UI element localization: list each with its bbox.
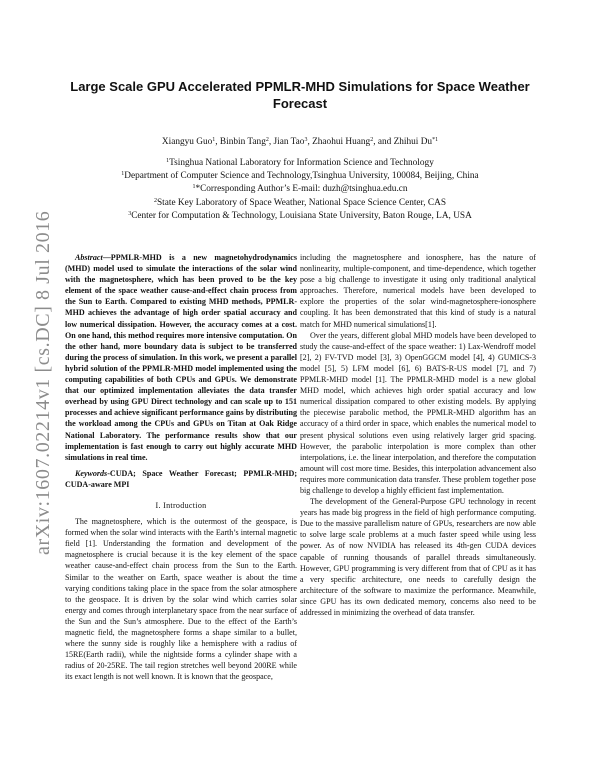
corresponding-author-email: $^1$*Corresponding Author’s E-mail: duzh@tsinghua.edu.cn: [192, 184, 408, 194]
affiliation: $^1$Tsinghua National Laboratory for Information Science and Technology: [166, 158, 434, 168]
body-paragraph: including the magnetosphere and ionosphere, has the nature of nonlinearity, multiple-component, and time-dependence, which together pose a big challenge to investigate it using only traditional analytical approaches. Therefore, numerical models have been developed to explore the properties of the solar wind-magnetosphere-ionosphere coupling. It has been demonstrated that this kind of study is a natural match for MHD numerical simulations[1].: [300, 253, 536, 329]
left-column: [65, 252, 297, 682]
section-heading: I. Introduction: [155, 500, 207, 510]
author-name: Zhihui Du: [393, 137, 433, 147]
author-name: Zhaohui Huang: [312, 137, 371, 147]
author-name: Jian Tao: [273, 137, 305, 147]
affiliation: $^3$Center for Computation & Technology, Louisiana State University, Baton Rouge, LA, USA: [128, 211, 472, 221]
arxiv-identifier: arXiv:1607.02214v1 [cs.DC] 8 Jul 2016: [32, 210, 54, 555]
author-list: Xiangyu Guo$^1$, Binbin Tang$^2$, Jian Tao$^3$, Zhaohui Huang$^2$, and Zhihui Du$^{*1}$: [161, 137, 439, 147]
keywords: [65, 468, 297, 490]
body-paragraph: The development of the General-Purpose GPU technology in recent years has made big progress in the field of high performance computing. Due to the massive parallelism nature of GPUs, researchers are now able to solve large scale problems at a much faster speed while using less power. As of now NVIDIA has released its 4th-gen CUDA devices capable of running thousands of parallel threads simultaneously. However, GPU programming is very different from that of CPU as it has a very specific architecture, one needs to carefully design the architecture of the software to maximize the performance. Meanwhile, since GPU has its own dedicated memory, concerns also need to be addressed in minimizing the overhead of data transfer.: [300, 497, 536, 617]
body-paragraph: The magnetosphere, which is the outermost of the geospace, is formed when the solar wind interacts with the Earth’s internal magnetic field [1]. Understanding the formation and development of the magnetosphere is crucial because it is the key element of the space weather cause-and-effect chain process from the Sun to the Earth. Similar to the weather on Earth, space weather is about the time varying conditions taking place in the space from the solar atmosphere to the geospace. It is driven by the solar wind which carries solar energy and comes through interplanetary space from the near surface of the Sun and the Sun’s atmosphere. Due to the effect of the Earth’s magnetic field, the magnetosphere forms a shape similar to a bullet, where the sunny side is roughly like a hemisphere with a radius of 15RE(Earth radii), while the nightside forms a cylinder shape with a radius of 20-25RE. The tail region stretches well beyond 200RE while its exact length is not well known. It is known that the geospace,: [65, 517, 297, 682]
keywords-text: -CUDA; Space Weather Forecast; PPMLR-MHD; CUDA-aware MPI: [65, 468, 297, 489]
abstract: [65, 252, 297, 463]
abstract-label: Abstract: [75, 253, 103, 262]
affiliation: $^2$State Key Laboratory of Space Weather, National Space Science Center, CAS: [153, 198, 447, 208]
paper-title: Large Scale GPU Accelerated PPMLR-MHD Simulations for Space Weather Forecast: [70, 79, 530, 111]
keywords-label: Keywords: [75, 468, 108, 478]
abstract-text: —PPMLR-MHD is a new magnetohydrodynamics (MHD) model used to simulate the interactions of the solar wind with the magnetosphere, which has been proved to be the key element of the space weather cause-and-effect chain process from the Sun to Earth. Compared to existing MHD methods, PPMLR-MHD achieves the advantage of high order spatial accuracy and low numerical dissipation. However, the accuracy comes at a cost. On one hand, this method requires more intensive computation. On the other hand, more boundary data is subject to be transferred during the process of simulation. In this work, we present a parallel hybrid solution of the PPMLR-MHD model implemented using the computing capabilities of both CPUs and GPUs. We demonstrate that our optimized implementation alleviates the data transfer overhead by using GPU Direct technology and can scale up to 151 processes and achieve significant performance gains by distributing the workload among the CPUs and GPUs on Titan at Oak Ridge National Laboratory. The performance results show that our implementation is fast enough to carry out highly accurate MHD simulations in real time.: [65, 253, 297, 462]
right-column: [300, 252, 536, 618]
body-paragraph: Over the years, different global MHD models have been developed to study the cause-and-effect of the space weather: 1) Lax-Wendroff model [2], 2) FV-TVD model [3], 3) OpenGGCM model [4], 4) GUMICS-3 model [5], 5) LFM model [6], 6) BATS-R-US model [7], and 7) PPMLR-MHD model [1]. The PPMLR-MHD model is a new global MHD model, which achieves high order spatial accuracy and low numerical dissipation compared to other existing models. By applying the piecewise parabolic method, the PPMLR-MHD algorithm has an accuracy of a third order in space, which enables the numerical model to present physical solutions even using relatively larger grid spacing. However, the parabolic interpolation is more complex than other interpolations, i.e. the linear interpolation, and therefore the computation amount will cost more time. Besides, this interpolation advancement also requires more communication data transfer. These problem together pose big challenge to develop a highly efficient fast implementation.: [300, 330, 536, 495]
author-name: Binbin Tang: [219, 137, 266, 147]
affiliation: $^1$Department of Computer Science and Technology,Tsinghua University, 100084, Beijing, China: [121, 171, 479, 181]
arxiv-sidebar: [20, 210, 54, 555]
author-name: Xiangyu Guo: [161, 137, 213, 147]
